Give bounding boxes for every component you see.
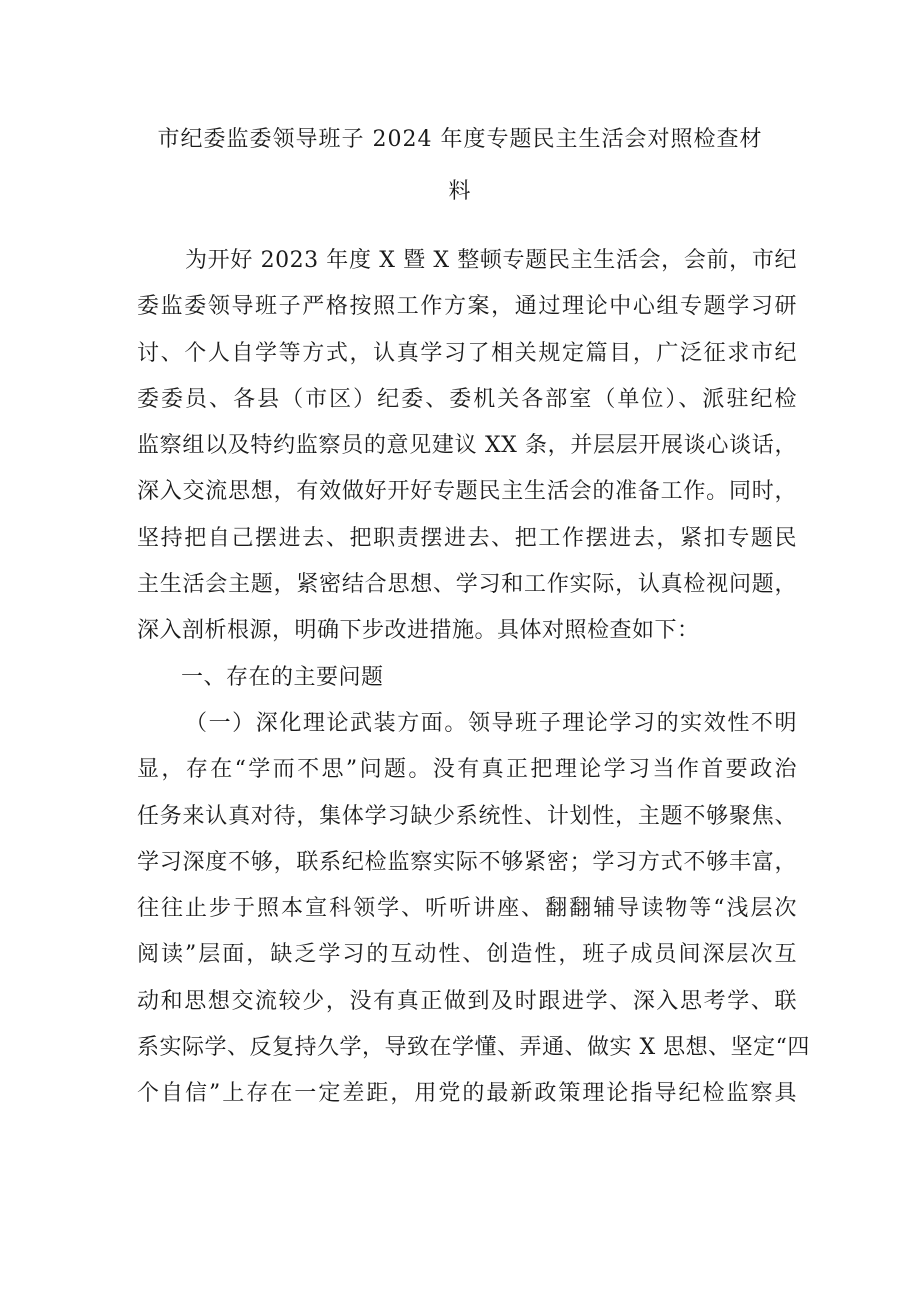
paragraph-2-line: 任务来认真对待，集体学习缺少系统性、计划性，主题不够聚焦、 bbox=[137, 803, 797, 829]
paragraph-1-line: 坚持把自己摆进去、把职责摆进去、把工作摆进去，紧扣专题民 bbox=[137, 525, 797, 551]
paragraph-1-line: 委委员、各县（市区）纪委、委机关各部室（单位）、派驻纪检 bbox=[137, 386, 797, 412]
paragraph-2-line: 学习深度不够，联系纪检监察实际不够紧密；学习方式不够丰富， bbox=[137, 849, 797, 875]
paragraph-1-line: 深入交流思想，有效做好开好专题民主生活会的准备工作。同时， bbox=[137, 479, 797, 505]
paragraph-2-line: 阅读”层面，缺乏学习的互动性、创造性，班子成员间深层次互 bbox=[137, 942, 797, 968]
paragraph-2-line: 显，存在“学而不思”问题。没有真正把理论学习当作首要政治 bbox=[137, 757, 797, 783]
section-heading: 一、存在的主要问题 bbox=[181, 664, 384, 690]
paragraph-1-line: 委监委领导班子严格按照工作方案，通过理论中心组专题学习研 bbox=[137, 294, 797, 320]
paragraph-1-line: 为开好 2023 年度 X 暨 X 整顿专题民主生活会，会前，市纪 bbox=[185, 248, 797, 273]
document-title-line-1: 市纪委监委领导班子 2024 年度专题民主生活会对照检查材 bbox=[157, 127, 763, 152]
document-title-line-2: 料 bbox=[448, 179, 472, 204]
paragraph-2-line: （一）深化理论武装方面。领导班子理论学习的实效性不明 bbox=[185, 710, 797, 736]
paragraph-1-line: 深入剖析根源，明确下步改进措施。具体对照检查如下： bbox=[137, 618, 700, 644]
paragraph-2-line: 个自信”上存在一定差距，用党的最新政策理论指导纪检监察具 bbox=[137, 1081, 797, 1107]
paragraph-1-line: 讨、个人自学等方式，认真学习了相关规定篇目，广泛征求市纪 bbox=[137, 340, 797, 366]
paragraph-1-line: 主生活会主题，紧密结合思想、学习和工作实际，认真检视问题， bbox=[137, 572, 797, 598]
paragraph-2-line: 系实际学、反复持久学，导致在学懂、弄通、做实 X 思想、坚定“四 bbox=[137, 1035, 810, 1061]
paragraph-1-line: 监察组以及特约监察员的意见建议 XX 条，并层层开展谈心谈话， bbox=[137, 433, 797, 459]
paragraph-2-line: 动和思想交流较少，没有真正做到及时跟进学、深入思考学、联 bbox=[137, 988, 797, 1014]
document-body bbox=[137, 238, 810, 1118]
paragraph-2-line: 往往止步于照本宣科领学、听听讲座、翻翻辅导读物等“浅层次 bbox=[137, 896, 797, 922]
